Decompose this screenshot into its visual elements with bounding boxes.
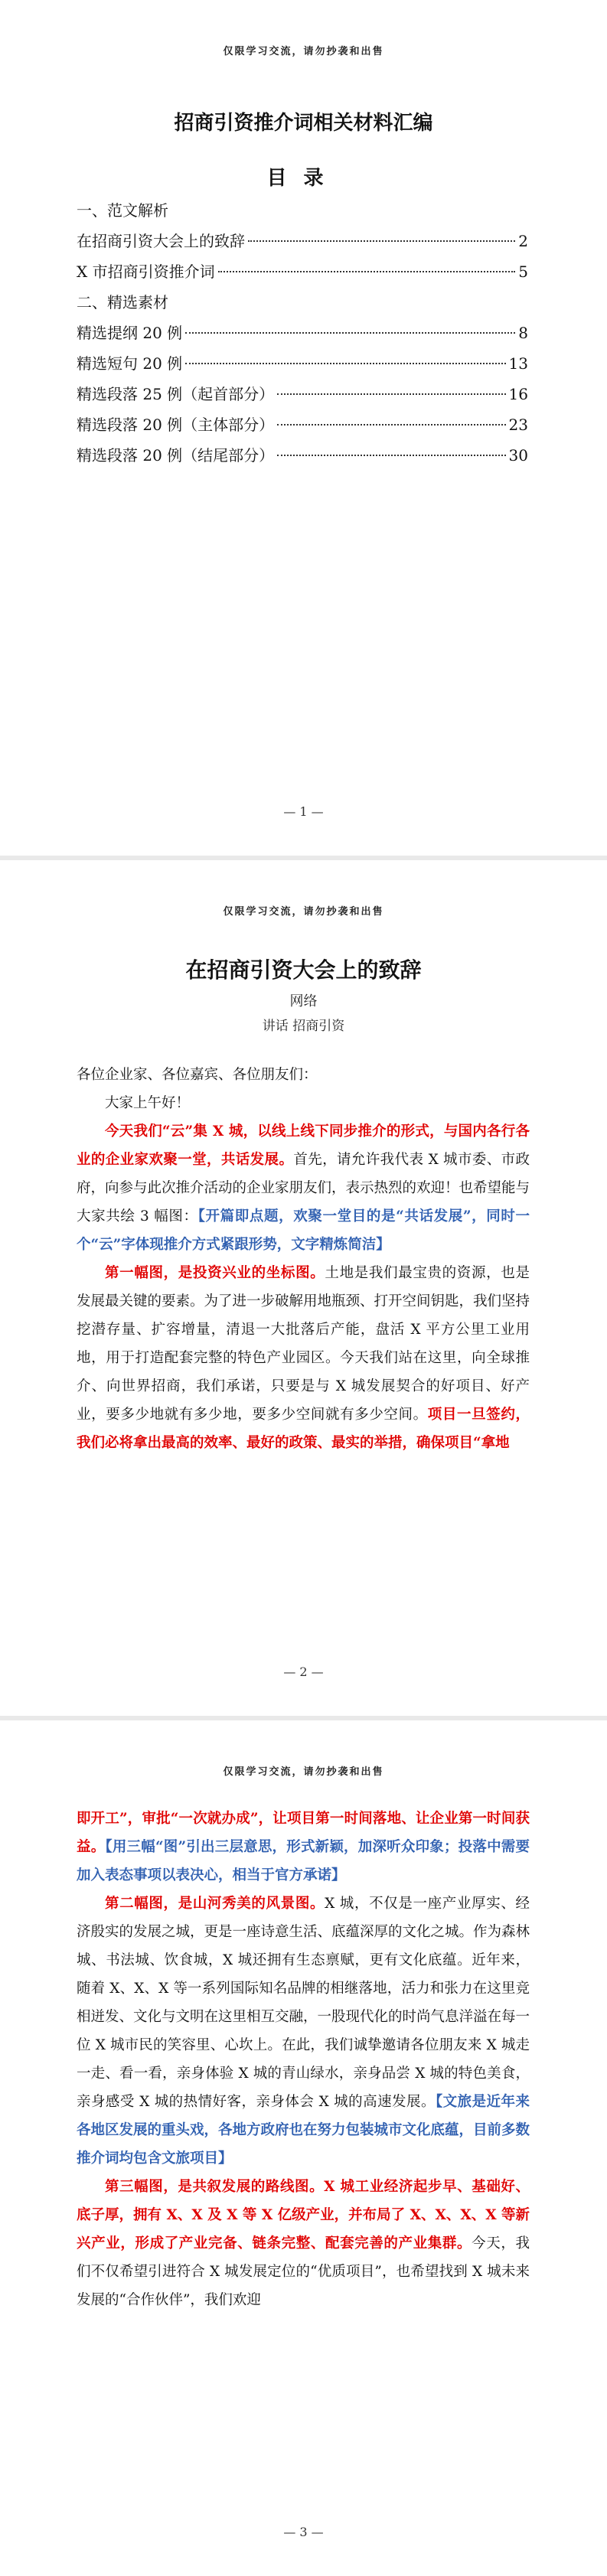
toc-entry[interactable] (77, 348, 528, 379)
toc-leader-dots (277, 424, 505, 426)
greeting: 大家上午好！ (105, 1095, 191, 1111)
annotation-blue: 【用三幅“图”引出三层意思，形式新颖，加深听众印象；投落中需要加入表态事项以表决心，相当于官方承诺】 (77, 1839, 530, 1883)
toc-entry-title: 精选段落 20 例（结尾部分） (77, 446, 275, 465)
toc-entry[interactable] (77, 256, 528, 287)
toc-entry-page: 13 (508, 354, 528, 373)
toc-leader-dots (185, 332, 515, 334)
toc-entry-page: 23 (508, 416, 528, 434)
page-number: — 2 — (283, 1665, 324, 1679)
body-span: 首先，请允许我代表 X 城市委、市政府，向参与此次推介活动的企业家朋友们，表示热烈的欢迎！也希望能与大家共绘 3 幅图： (77, 1152, 530, 1224)
highlight-red: 项目一旦签约，我们必将拿出最高的效率、最好的政策、最实的举措，确保项目“拿地 (77, 1407, 530, 1451)
table-of-contents (77, 195, 528, 471)
toc-entry[interactable] (77, 440, 528, 471)
document-title: 招商引资推介词相关材料汇编 (174, 112, 433, 135)
paragraph (77, 1890, 530, 2173)
toc-entry-page: 2 (518, 232, 528, 250)
toc-leader-dots (218, 271, 516, 272)
article-tags: 讲话 招商引资 (262, 1019, 345, 1034)
page-1 (0, 0, 607, 856)
body-span: 今天，我们不仅希望引进符合 X 城发展定位的“优质项目”，也希望找到 X 城未来发展的“合作伙伴”，我们欢迎 (77, 2235, 530, 2308)
toc-section: 二、精选素材 (77, 293, 168, 311)
page-3 (0, 1720, 607, 2576)
toc-entry-title: 精选短句 20 例 (77, 354, 183, 373)
highlight-red: 第一幅图，是投资兴业的坐标图。 (105, 1265, 325, 1281)
body-span: 土地是我们最宝贵的资源，也是发展最关键的要素。为了进一步破解用地瓶颈、打开空间钥匙，我们坚持挖潜存量、扩容增量，清退一大批落后产能，盘活 X 平方公里工业用地，用于打造配套完整的特色产业园区。今天我们站在这里，向全球推介、向世界招商，我们承诺，只要是与 X 城发展契合的好项目、好产业，要多少地就有多少地，要多少空间就有多少空间。 (77, 1265, 530, 1423)
paragraph (77, 1117, 530, 1259)
page-2 (0, 860, 607, 1716)
toc-entry[interactable] (77, 318, 528, 348)
header-note: 仅限学习交流，请勿抄袭和出售 (223, 1766, 384, 1778)
salutation: 各位企业家、各位嘉宾、各位朋友们： (77, 1067, 318, 1083)
article-title: 在招商引资大会上的致辞 (185, 957, 422, 983)
article-source: 网络 (289, 993, 318, 1009)
toc-entry-title: 在招商引资大会上的致辞 (77, 232, 245, 250)
article-body-continued (77, 1805, 530, 2314)
highlight-red: 今天我们“云”集 X 城，以线上线下同步推介的形式，与国内各行各业的企业家欢聚一堂，共话发展。 (77, 1123, 530, 1168)
toc-leader-dots (248, 240, 515, 242)
header-note: 仅限学习交流，请勿抄袭和出售 (223, 46, 384, 57)
body-span: X 城，不仅是一座产业厚实、经济殷实的发展之城，更是一座诗意生活、底蕴深厚的文化之城。作为森林城、书法城、饮食城，X 城还拥有生态禀赋，更有文化底蕴。近年来，随着 X、X、X 等一系列国际知名品牌的相继落地，活力和张力在这里竞相迸发、文化与文明在这里相互交融，一股现代化的时尚气息洋溢在每一位 X 城市民的笑容里、心坎上。在此，我们诚挚邀请各位朋友来 X 城走一走、看一看，亲身体验 X 城的青山绿水，亲身品尝 X 城的特色美食，亲身感受 X 城的热情好客，亲身体会 X 城的高速发展。 (77, 1896, 530, 2110)
toc-entry[interactable] (77, 409, 528, 440)
toc-entry-page: 30 (508, 446, 528, 465)
highlight-red: 即开工”，审批“一次就办成”，让项目第一时间落地、让企业第一时间获益。 (77, 1811, 530, 1855)
annotation-blue: 【文旅是近年来各地区发展的重头戏，各地方政府也在努力包装城市文化底蕴，目前多数推介词均包含文旅项目】 (77, 2094, 530, 2167)
paragraph (77, 1259, 530, 1457)
toc-entry-title: X 市招商引资推介词 (77, 262, 215, 281)
toc-entry-page: 5 (518, 262, 528, 281)
toc-entry[interactable] (77, 379, 528, 409)
toc-entry-title: 精选段落 25 例（起首部分） (77, 385, 275, 403)
toc-section: 一、范文解析 (77, 201, 168, 220)
toc-entry-title: 精选提纲 20 例 (77, 324, 183, 342)
toc-heading: 目录 (266, 167, 341, 190)
page-number: — 1 — (283, 804, 324, 819)
toc-entry[interactable] (77, 226, 528, 256)
highlight-red: 第三幅图，是共叙发展的路线图。X 城工业经济起步早、基础好、底子厚，拥有 X、X 及 X 等 X 亿级产业，并布局了 X、X、X、X 等新兴产业，形成了产业完备、链条完整、配套完善的产业集群。 (77, 2179, 530, 2252)
header-note: 仅限学习交流，请勿抄袭和出售 (223, 906, 384, 918)
toc-entry-page: 8 (518, 324, 528, 342)
toc-entry-title: 精选段落 20 例（主体部分） (77, 416, 275, 434)
page-number: — 3 — (283, 2525, 324, 2539)
paragraph (77, 2173, 530, 2314)
toc-entry-page: 16 (508, 385, 528, 403)
toc-leader-dots (277, 455, 505, 456)
toc-leader-dots (277, 393, 505, 395)
article-body (77, 1061, 530, 1457)
annotation-blue: 【开篇即点题，欢聚一堂目的是“共话发展”，同时一个“云”字体现推介方式紧跟形势，文字精炼简洁】 (77, 1208, 530, 1253)
toc-leader-dots (185, 363, 505, 364)
highlight-red: 第二幅图，是山河秀美的风景图。 (105, 1896, 325, 1912)
paragraph (77, 1805, 530, 1890)
